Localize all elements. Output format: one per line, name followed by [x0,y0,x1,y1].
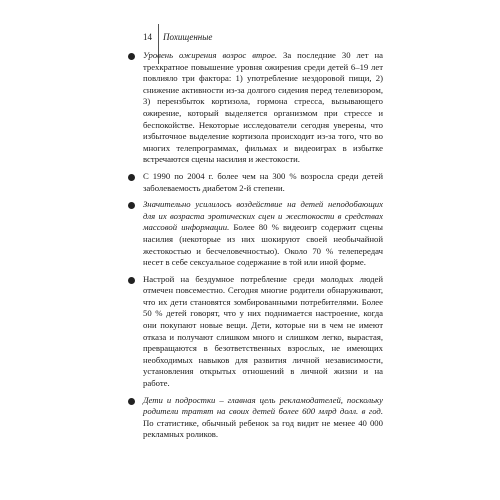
bullet-icon [128,277,135,284]
list-item [128,199,383,269]
body-text: Настрой на бездумное потребление среди молодых людей отмечен повсеместно. Сегодня многие родители обнаруживают, что их дети становятся зомбированными потребителями. Более 50 % детей говорят, что у них поднимается настроение, когда они покупают новые вещи. Дети, которые ни в чем не имеют отказа и получают слишком много и слишком легко, вырастая, превращаются в безответственных взрослых, не имеющих необходимых навыков для развития личной независимости, установления открытых отношений в личной жизни и на работе. [143,273,383,389]
lead-text: Значительно усилилось воздействие на детей неподобающих для их возраста эротических сцен и жестокости в средствах массовой информации. [143,199,383,233]
paragraph [143,171,383,194]
bullet-icon [128,174,135,181]
bullet-icon [128,53,135,60]
paragraph [143,50,383,166]
list-item [128,171,383,194]
lead-text: Дети и подростки – главная цель рекламодателей, поскольку родители тратят на своих детей более 600 млрд долл. в год. [143,394,383,417]
bullet-icon [128,202,135,209]
paragraph [143,199,383,269]
body-text: Более 80 % видеоигр содержит сцены насилия (некоторые из них шокируют своей необычайной жестокостью и бесчеловечностью). Около 70 % телепередач несет в себе сексуальное содержание в той или иной форме. [143,222,383,268]
bullet-list [128,50,383,446]
list-item [128,274,383,390]
body-text: По статистике, обычный ребенок за год видит не менее 40 000 рекламных роликов. [143,417,383,440]
running-head: Похищенные [163,32,213,42]
list-item [128,50,383,166]
bullet-icon [128,398,135,405]
paragraph [143,395,383,441]
lead-text: Уровень ожирения возрос втрое. [143,50,278,60]
body-text: С 1990 по 2004 г. более чем на 300 % возросла среди детей заболеваемость диабетом 2-й степени. [143,170,383,193]
paragraph [143,274,383,390]
page-header [143,32,383,44]
page-number: 14 [143,32,152,42]
body-text: За последние 30 лет на трехкратное повышение уровня ожирения среди детей 6–19 лет повлияло три фактора: 1) употребление нездоровой пищи, 2) снижение активности из-за долгого сидения перед телевизором, 3) перензбыток кортизола, гормона стресса, вызывающего ожирение, который выделяется организмом при стрессе и беспокойстве. Некоторые исследователи сегодня уверены, что избыточное выделение кортизола происходит из-за того, что во многих телепрограммах, фильмах и видеоиграх в избытке встречаются сцены насилия и жестокости. [143,50,383,165]
list-item [128,395,383,441]
